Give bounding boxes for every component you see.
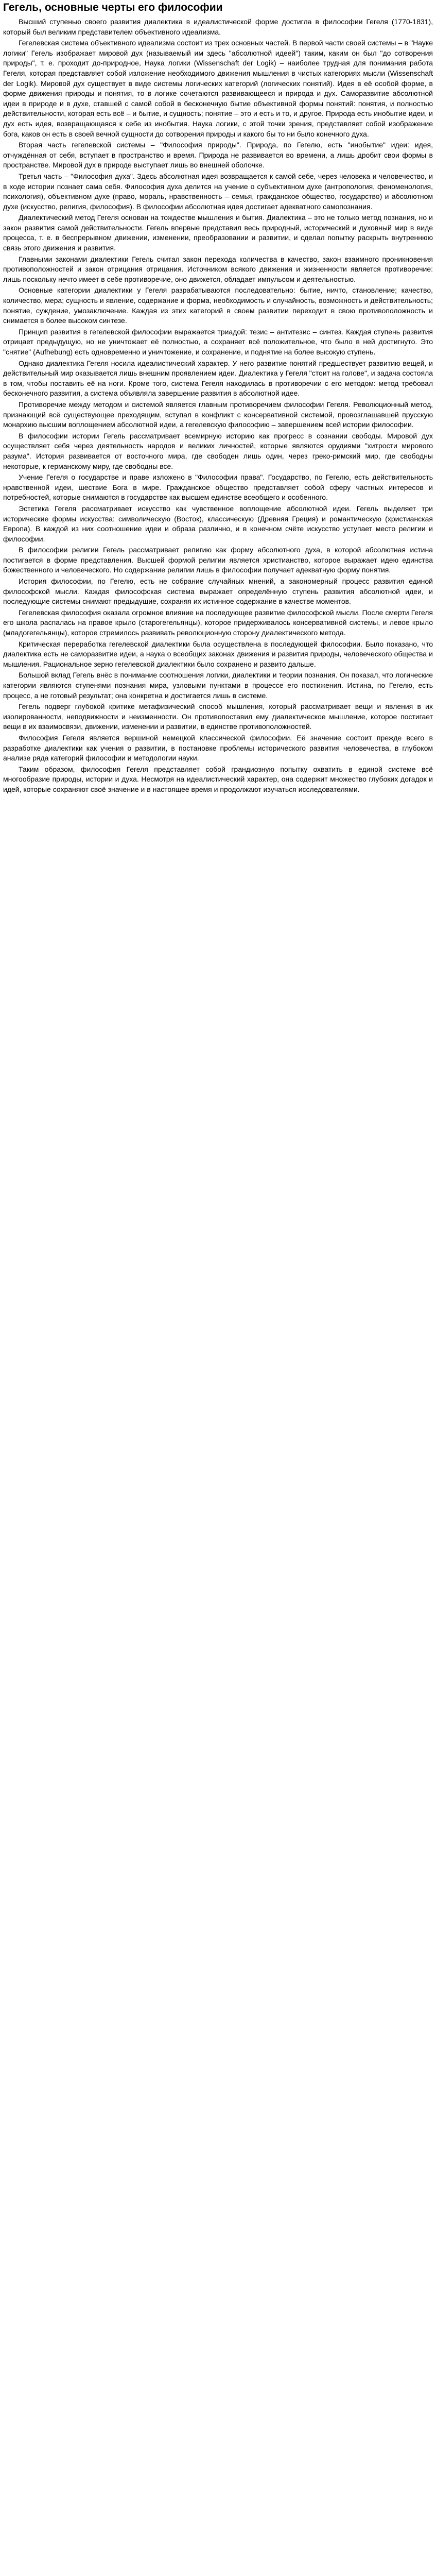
paragraph: Эстетика Гегеля рассматривает искусство как чувственное воплощение абсолютной идеи. Гегель выделяет три исторические формы искусства: символическую (Восток), классическую (Древняя Греция) и романтическую (христианская Европа). В каждой из них соотношение идеи и образа различно, и в конечном счёте искусство уступает место религии и философии.	[3, 504, 433, 543]
paragraph: Главными законами диалектики Гегель считал закон перехода количества в качество, закон взаимного проникновения противоположностей и закон отрицания отрицания. Источником всякого движения и жизненности является противоречие: лишь поскольку нечто имеет в себе противоречие, оно движется, обладает импульсом и деятельностью.	[3, 255, 433, 283]
paragraph: Третья часть – "Философия духа". Здесь абсолютная идея возвращается к самой себе, через человека и человечество, и в ходе истории познает сама себя. Философия духа делится на учение о субъективном духе (антропология, феноменология, психология), объективном духе (право, мораль, нравственность – семья, гражданское общество, государство) и абсолютном духе (искусство, религия, философия). В философии абсолютная идея достигает адекватного самопознания.	[3, 172, 433, 211]
paragraph: В философии истории Гегель рассматривает всемирную историю как прогресс в сознании свободы. Мировой дух осуществляет себя через деятельность народов и великих личностей, которые являются орудиями "хитрости мирового разума". История развивается от восточного мира, где свободен лишь один, через греко-римский мир, где свободны некоторые, к германскому миру, где свободны все.	[3, 431, 433, 470]
paragraph: Однако диалектика Гегеля носила идеалистический характер. У него развитие понятий предшествует развитию вещей, и действительный мир оказывается лишь внешним проявлением идеи. Диалектика у Гегеля "стоит на голове", и задача состояла в том, чтобы поставить её на ноги. Кроме того, система Гегеля находилась в противоречии с его методом: метод требовал бесконечного развития, а система объявляла завершение развития в абсолютной идее.	[3, 359, 433, 398]
paragraph: Гегелевская философия оказала огромное влияние на последующее развитие философской мысли. После смерти Гегеля его школа распалась на правое крыло (старогегельянцы), которое придерживалось консервативной системы, и левое крыло (младогегельянцы), которое стремилось развивать революционную сторону диалектического метода.	[3, 608, 433, 637]
paragraph: Вторая часть гегелевской системы – "Философия природы". Природа, по Гегелю, есть "инобытие" идеи: идея, отчуждённая от себя, вступает в пространство и время. Природа не развивается во времени, а лишь дробит свои формы в пространстве. Мировой дух в природе выступает лишь во внешней оболочке.	[3, 141, 433, 170]
paragraph: Основные категории диалектики у Гегеля разрабатываются последовательно: бытие, ничто, становление; качество, количество, мера; сущность и явление, содержание и форма, необходимость и случайность, возможность и действительность; понятие, суждение, умозаключение. Каждая из этих категорий в своем развитии переходит в свою противоположность и снимается в более высоком синтезе.	[3, 286, 433, 325]
paragraph: Философия Гегеля является вершиной немецкой классической философии. Её значение состоит прежде всего в разработке диалектики как учения о развитии, в постановке проблемы исторического развития человечества, в глубоком анализе ряда категорий философии и методологии науки.	[3, 733, 433, 762]
paragraph: Противоречие между методом и системой является главным противоречием философии Гегеля. Революционный метод, признающий всё существующее преходящим, вступал в конфликт с консервативной системой, провозглашавшей прусскую монархию высшим воплощением абсолютной идеи, а гегелевскую философию – завершением всей истории философии.	[3, 400, 433, 429]
paragraph: Большой вклад Гегель внёс в понимание соотношения логики, диалектики и теории познания. Он показал, что логические категории являются ступенями познания мира, узловыми пунктами в процессе его постижения. Истина, по Гегелю, есть процесс, а не готовый результат; она конкретна и достигается лишь в системе.	[3, 671, 433, 700]
paragraph: Учение Гегеля о государстве и праве изложено в "Философии права". Государство, по Гегелю, есть действительность нравственной идеи, шествие Бога в мире. Гражданское общество представляет собой сферу частных интересов и потребностей, которые снимаются в государстве как высшем единстве всеобщего и особенного.	[3, 473, 433, 502]
paragraph: В философии религии Гегель рассматривает религию как форму абсолютного духа, в которой абсолютная истина постигается в форме представления. Высшей формой религии является христианство, которое выражает идею единства божественного и человеческого. Но содержание религии лишь в философии получает адекватную форму понятия.	[3, 546, 433, 574]
paragraph: Таким образом, философия Гегеля представляет собой грандиозную попытку охватить в единой системе всё многообразие природы, истории и духа. Несмотря на идеалистический характер, она содержит множество глубоких догадок и идей, которые сохраняют своё значение и в настоящее время и продолжают изучаться исследователями.	[3, 765, 433, 793]
paragraph: Диалектический метод Гегеля основан на тождестве мышления и бытия. Диалектика – это не только метод познания, но и закон развития самой действительности. Гегель впервые представил весь природный, исторический и духовный мир в виде процесса, т. е. в беспрерывном движении, изменении, преобразовании и развитии, и сделал попытку раскрыть внутреннюю связь этого движения и развития.	[3, 213, 433, 252]
paragraph: Принцип развития в гегелевской философии выражается триадой: тезис – антитезис – синтез. Каждая ступень развития отрицает предыдущую, но не уничтожает её полностью, а сохраняет всё положительное, что было в ней достигнуто. Это "снятие" (Aufhebung) есть одновременно и уничтожение, и сохранение, и поднятие на более высокую ступень.	[3, 327, 433, 356]
document-title: Гегель, основные черты его философии	[3, 2, 223, 13]
paragraph: Гегелевская система объективного идеализма состоит из трех основных частей. В первой части своей системы – в "Науке логики" Гегель изображает мировой дух (называемый им здесь "абсолютной идеей") таким, каким он был "до сотворения природы", т. е. проходит до-природное, Наука логики (Wissenschaft der Logik) – наиболее трудная для понимания работа Гегеля, которая представляет собой изложение необходимого движения мышления в чистых категориях мысли (Wissenschaft der Logik). Мировой дух существует в виде системы логических категорий (логических понятий). Идея в её особой форме, в форме движения природы и понятия, то в логике сочетаются развивающееся и природа и дух. Саморазвитие абсолютной идеи в природе и в духе, ставшей с самой собой в бесконечную бытие объективной формы понятий: понятия, и полностью действительности, которая есть всё – и бытие, и сущность; понятие – это и есть и то, и другое. Природа есть инобытие идеи, и дух есть идея, возвращающаяся к себе из инобытия. Наука логики, с этой точки зрения, представляет собой изображение бога, каков он есть в своей вечной сущности до сотворения природы и какого бы то ни было конечного духа.	[3, 39, 433, 138]
paragraph-list	[3, 17, 433, 795]
paragraph: Высший ступенью своего развития диалектика в идеалистической форме достигла в философии Гегеля (1770-1831), который был великим представителем объективного идеализма.	[3, 18, 433, 36]
paragraph: История философии, по Гегелю, есть не собрание случайных мнений, а закономерный процесс развития единой философской мысли. Каждая философская система выражает определённую ступень развития абсолютной идеи, и последующие системы снимают предыдущие, сохраняя их истинное содержание в качестве моментов.	[3, 577, 433, 606]
paragraph: Критическая переработка гегелевской диалектики была осуществлена в последующей философии. Было показано, что диалектика есть не саморазвитие идеи, а наука о всеобщих законах движения и развития природы, человеческого общества и мышления. Рациональное зерно гегелевской диалектики было сохранено и развито дальше.	[3, 639, 433, 668]
document-body	[3, 0, 433, 796]
paragraph: Гегель подверг глубокой критике метафизический способ мышления, который рассматривает вещи и явления в их изолированности, неподвижности и неизменности. Он противопоставил ему диалектическое мышление, которое постигает вещи в их взаимосвязи, движении, изменении и развитии, в единстве противоположностей.	[3, 702, 433, 731]
